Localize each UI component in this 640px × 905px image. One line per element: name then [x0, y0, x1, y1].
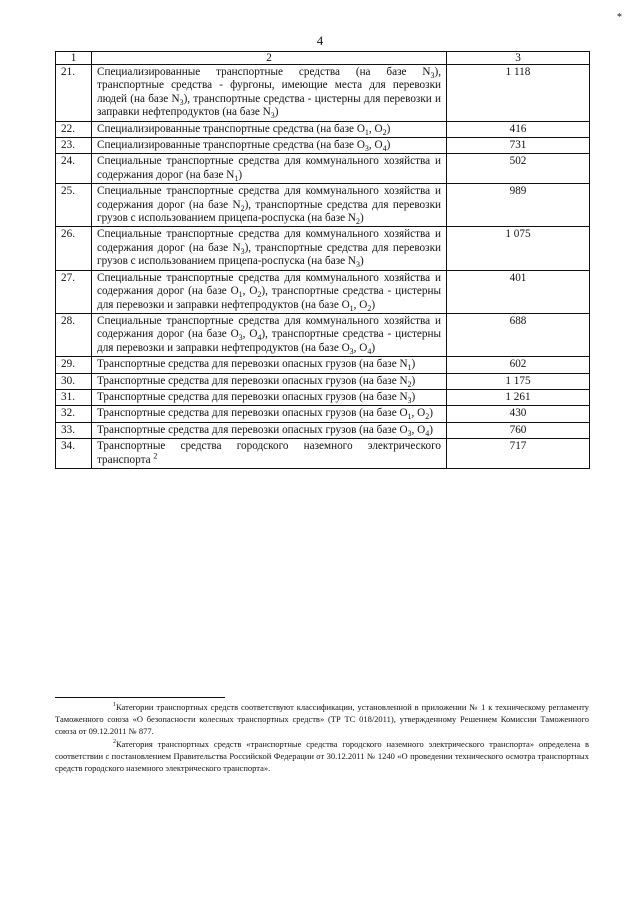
table-header-row — [56, 52, 590, 65]
table-row — [56, 373, 590, 389]
row-description: Специализированные транспортные средства (на базе $O_1$, $O_2$) — [92, 121, 447, 137]
footnote — [55, 701, 589, 738]
row-number: 29. — [56, 357, 92, 373]
table-row — [56, 406, 590, 422]
row-value: 401 — [447, 270, 590, 313]
row-description: Специальные транспортные средства для коммунального хозяйства и содержания дорог (на базе $N_2$), транспортные средства для перевозки грузов с использованием прицепа-роспуска (на базе $N_2$) — [92, 184, 447, 227]
row-value: 416 — [447, 121, 590, 137]
table-row — [56, 65, 590, 122]
table-row — [56, 389, 590, 405]
footnote-text: Категории транспортных средств соответствуют классификации, установленной в приложении № 1 к техническому регламенту Таможенного союза «О безопасности колесных транспортных средств» (ТР ТС 018/2011), утвержденному Решением Комиссии Таможенного союза от 09.12.2011 № 877. — [55, 702, 589, 737]
row-value: 1 118 — [447, 65, 590, 122]
row-description: Специализированные транспортные средства (на базе $N_3$), транспортные средства - фургоны, имеющие места для перевозки людей (на базе $N_3$), транспортные средства - цистерны для перевозки и заправки нефтепродуктов (на базе $N_3$) — [92, 65, 447, 122]
table-row — [56, 184, 590, 227]
row-description: Транспортные средства для перевозки опасных грузов (на базе $O_3$, $O_4$) — [92, 422, 447, 438]
row-number: 34. — [56, 439, 92, 469]
row-value: 731 — [447, 138, 590, 154]
row-description: Транспортные средства городского наземного электрического транспорта $^2$ — [92, 439, 447, 469]
row-description: Специальные транспортные средства для коммунального хозяйства и содержания дорог (на базе $O_1$, $O_2$), транспортные средства - цистерны для перевозки и заправки нефтепродуктов (на базе $O_1$, $O_2$) — [92, 270, 447, 313]
table-row — [56, 138, 590, 154]
column-header: 3 — [447, 52, 590, 65]
footnote — [55, 738, 589, 775]
row-number: 24. — [56, 154, 92, 184]
tariff-table — [55, 51, 590, 469]
table-row — [56, 439, 590, 469]
row-description: Специальные транспортные средства для коммунального хозяйства и содержания дорог (на базе $O_3$, $O_4$), транспортные средства - цистерны для перевозки и заправки нефтепродуктов (на базе $O_3$, $O_4$) — [92, 313, 447, 356]
footnote-text: Категория транспортных средств «транспортные средства городского наземного электрического транспорта» определена в соответствии с постановлением Правительства Российской Федерации от 30.12.2011 № 1240 «О проведении технического осмотра транспортных средств городского наземного электрического транспорта». — [55, 738, 589, 774]
column-header: 2 — [92, 52, 447, 65]
table-row — [56, 270, 590, 313]
table-row — [56, 357, 590, 373]
row-number: 33. — [56, 422, 92, 438]
corner-mark: * — [617, 12, 622, 23]
row-value: 430 — [447, 406, 590, 422]
row-number: 30. — [56, 373, 92, 389]
row-number: 23. — [56, 138, 92, 154]
table-row — [56, 313, 590, 356]
footnotes — [55, 701, 589, 774]
table-row — [56, 121, 590, 137]
row-value: 989 — [447, 184, 590, 227]
footnote-separator — [55, 697, 225, 698]
row-description: Специализированные транспортные средства (на базе $O_3$, $O_4$) — [92, 138, 447, 154]
row-number: 28. — [56, 313, 92, 356]
row-value: 602 — [447, 357, 590, 373]
row-number: 21. — [56, 65, 92, 122]
row-value: 760 — [447, 422, 590, 438]
footnote-marker: 1 — [113, 702, 116, 709]
row-description: Специальные транспортные средства для коммунального хозяйства и содержания дорог (на базе $N_3$), транспортные средства для перевозки грузов с использованием прицепа-роспуска (на базе $N_3$) — [92, 227, 447, 270]
row-value: 717 — [447, 439, 590, 469]
row-description: Транспортные средства для перевозки опасных грузов (на базе $N_3$) — [92, 389, 447, 405]
row-number: 31. — [56, 389, 92, 405]
table-row — [56, 154, 590, 184]
row-description: Специальные транспортные средства для коммунального хозяйства и содержания дорог (на базе $N_1$) — [92, 154, 447, 184]
row-number: 25. — [56, 184, 92, 227]
column-header: 1 — [56, 52, 92, 65]
footnote-marker: 2 — [113, 738, 116, 745]
page-number: 4 — [316, 33, 324, 48]
row-number: 26. — [56, 227, 92, 270]
row-number: 22. — [56, 121, 92, 137]
row-value: 1 075 — [447, 227, 590, 270]
row-value: 502 — [447, 154, 590, 184]
table-row — [56, 422, 590, 438]
row-number: 32. — [56, 406, 92, 422]
row-value: 1 261 — [447, 389, 590, 405]
row-value: 688 — [447, 313, 590, 356]
row-description: Транспортные средства для перевозки опасных грузов (на базе $O_1$, $O_2$) — [92, 406, 447, 422]
row-value: 1 175 — [447, 373, 590, 389]
row-description: Транспортные средства для перевозки опасных грузов (на базе $N_1$) — [92, 357, 447, 373]
row-description: Транспортные средства для перевозки опасных грузов (на базе $N_2$) — [92, 373, 447, 389]
row-number: 27. — [56, 270, 92, 313]
table-row — [56, 227, 590, 270]
